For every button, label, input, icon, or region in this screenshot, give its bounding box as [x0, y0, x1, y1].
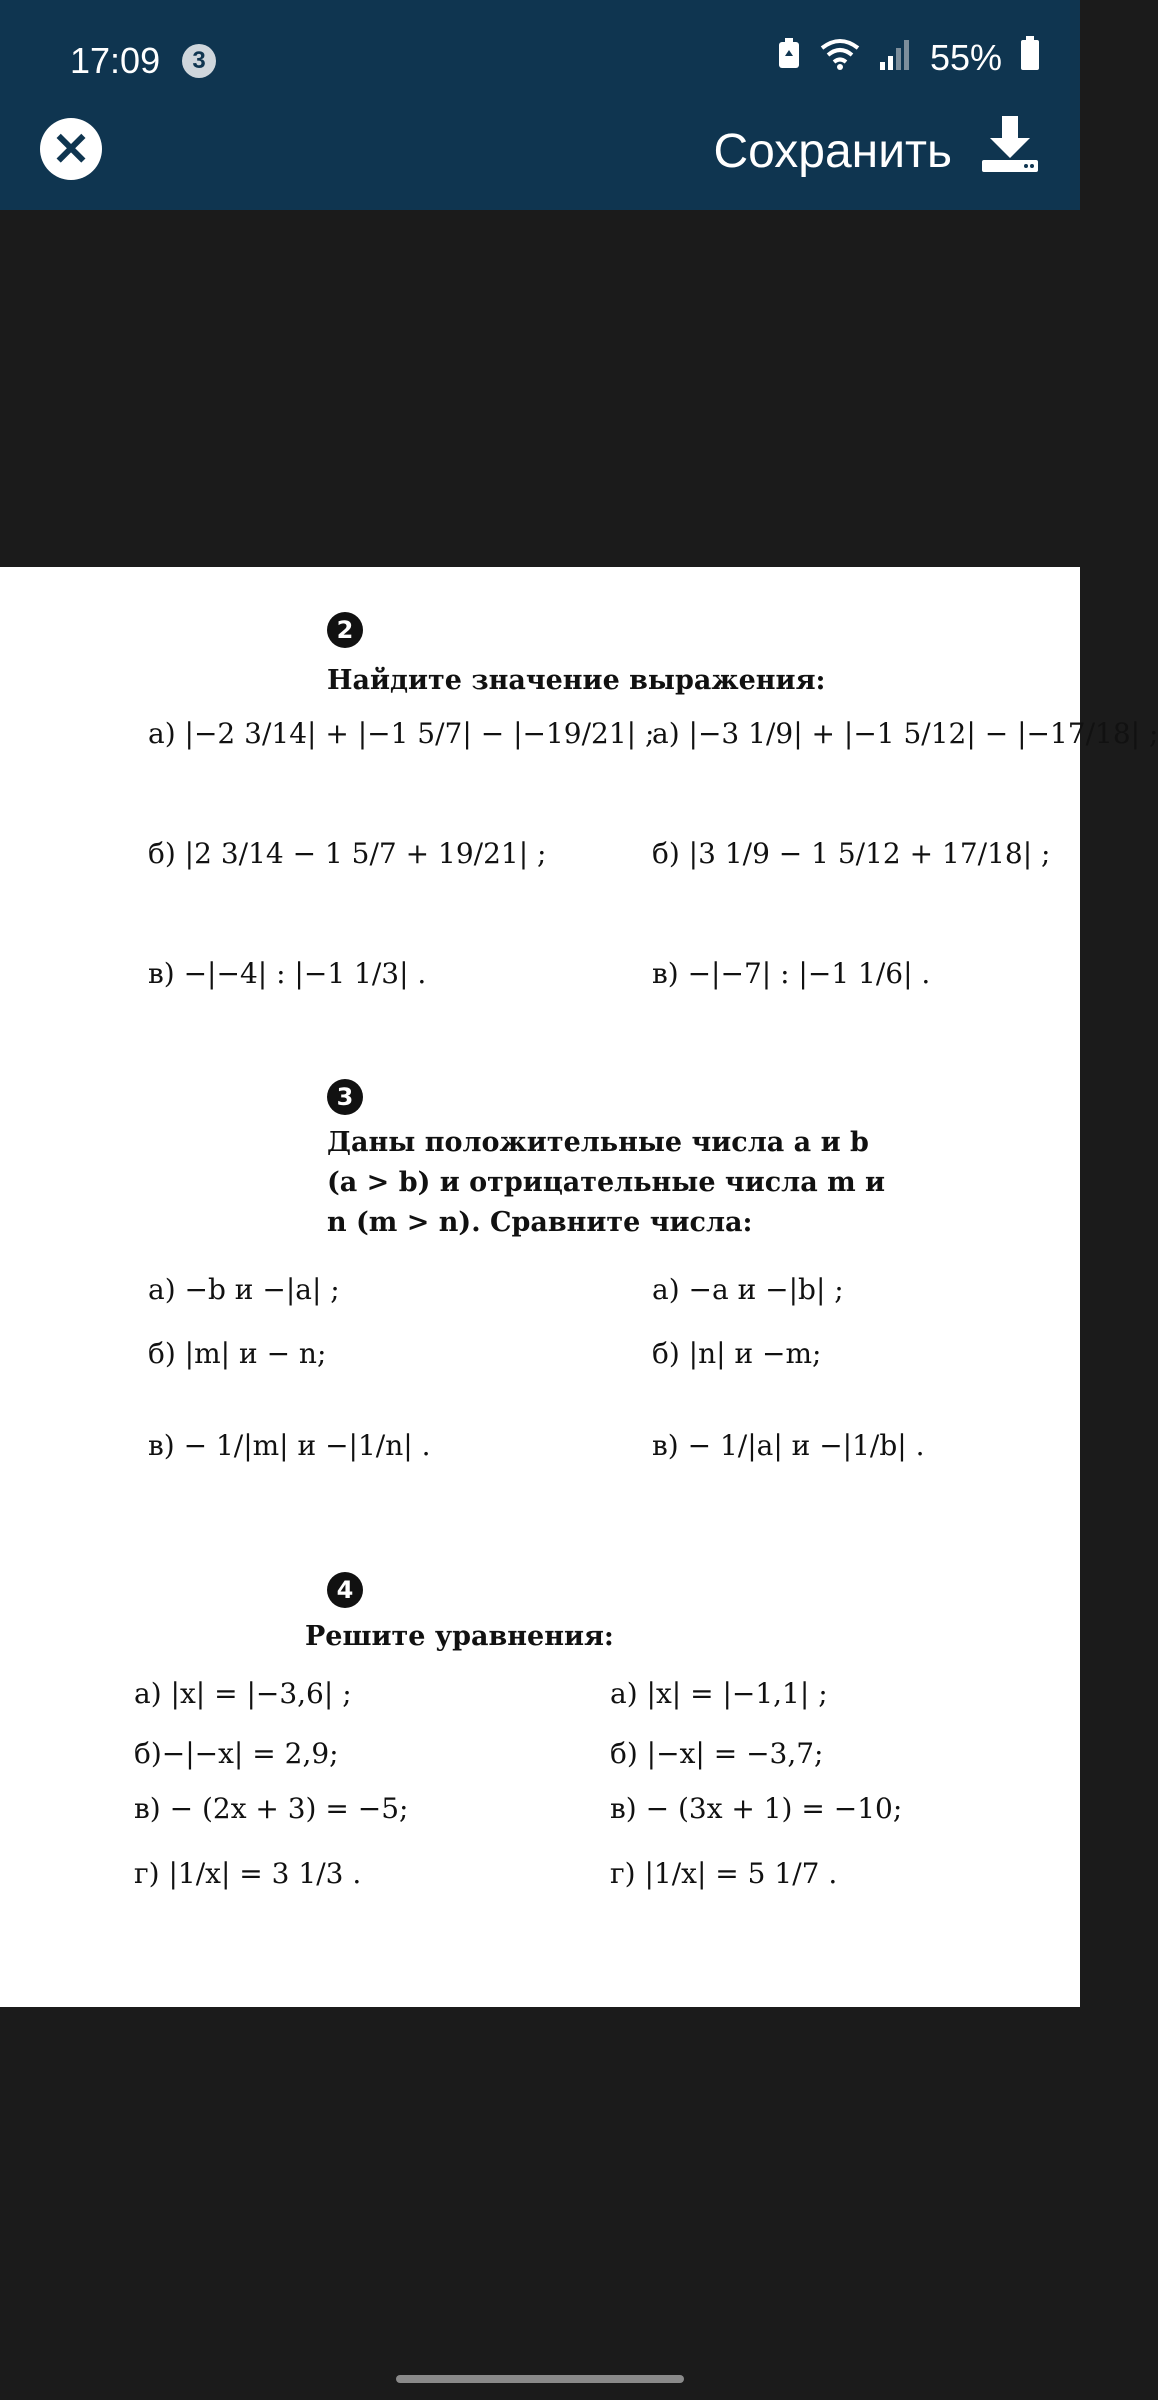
- section-number: 3: [327, 1079, 363, 1115]
- task-4c-right: в) − (3x + 1) = −10;: [610, 1792, 903, 1825]
- save-button[interactable]: Сохранить: [713, 125, 952, 178]
- status-icons: [776, 36, 1040, 79]
- task-4a-left: а) |x| = |−3,6| ;: [134, 1677, 352, 1710]
- section-heading-line-2: (a > b) и отрицательные числа m и: [327, 1167, 886, 1198]
- task-2a-left: а) |−2 3/14| + |−1 5/7| − |−19/21| ;: [148, 717, 655, 750]
- task-4b-right: б) |−x| = −3,7;: [610, 1737, 824, 1770]
- task-2b-left: б) |2 3/14 − 1 5/7 + 19/21| ;: [148, 837, 547, 870]
- status-time: 17:09: [70, 40, 161, 81]
- task-2a-right: а) |−3 1/9| + |−1 5/12| − |−17/18| ;: [652, 717, 1158, 750]
- notification-count-badge: 3: [182, 44, 216, 78]
- battery-saver-icon: [776, 37, 802, 79]
- battery-icon: [1020, 36, 1040, 79]
- task-4b-left: б)−|−x| = 2,9;: [134, 1737, 339, 1770]
- wifi-icon: [820, 37, 860, 79]
- task-3c-right: в) − 1/|a| и −|1/b| .: [652, 1429, 925, 1462]
- task-3a-right: а) −a и −|b| ;: [652, 1273, 844, 1306]
- task-2b-right: б) |3 1/9 − 1 5/12 + 17/18| ;: [652, 837, 1051, 870]
- task-4a-right: а) |x| = |−1,1| ;: [610, 1677, 828, 1710]
- close-icon: ✕: [51, 123, 91, 175]
- section-heading: Найдите значение выражения:: [327, 665, 826, 696]
- task-4d-left: г) |1/x| = 3 1/3 .: [134, 1857, 362, 1890]
- signal-icon: [878, 37, 912, 79]
- section-heading: Решите уравнения:: [305, 1621, 614, 1652]
- section-heading-line-1: Даны положительные числа a и b: [327, 1127, 869, 1158]
- task-4c-left: в) − (2x + 3) = −5;: [134, 1792, 409, 1825]
- app-header: [0, 0, 1080, 210]
- document-page: [0, 567, 1158, 2007]
- task-4d-right: г) |1/x| = 5 1/7 .: [610, 1857, 838, 1890]
- task-2c-left: в) −|−4| : |−1 1/3| .: [148, 957, 427, 990]
- task-3a-left: а) −b и −|a| ;: [148, 1273, 340, 1306]
- task-3b-right: б) |n| и −m;: [652, 1337, 822, 1370]
- gesture-nav-bar[interactable]: [396, 2375, 684, 2383]
- download-icon[interactable]: [978, 112, 1042, 176]
- section-number: 2: [327, 612, 363, 648]
- battery-percent: 55%: [929, 36, 1002, 78]
- close-button[interactable]: [40, 118, 102, 180]
- task-2c-right: в) −|−7| : |−1 1/6| .: [652, 957, 931, 990]
- task-3c-left: в) − 1/|m| и −|1/n| .: [148, 1429, 431, 1462]
- task-3b-left: б) |m| и − n;: [148, 1337, 327, 1370]
- section-heading-line-3: n (m > n). Сравните числа:: [327, 1207, 753, 1238]
- section-number: 4: [327, 1572, 363, 1608]
